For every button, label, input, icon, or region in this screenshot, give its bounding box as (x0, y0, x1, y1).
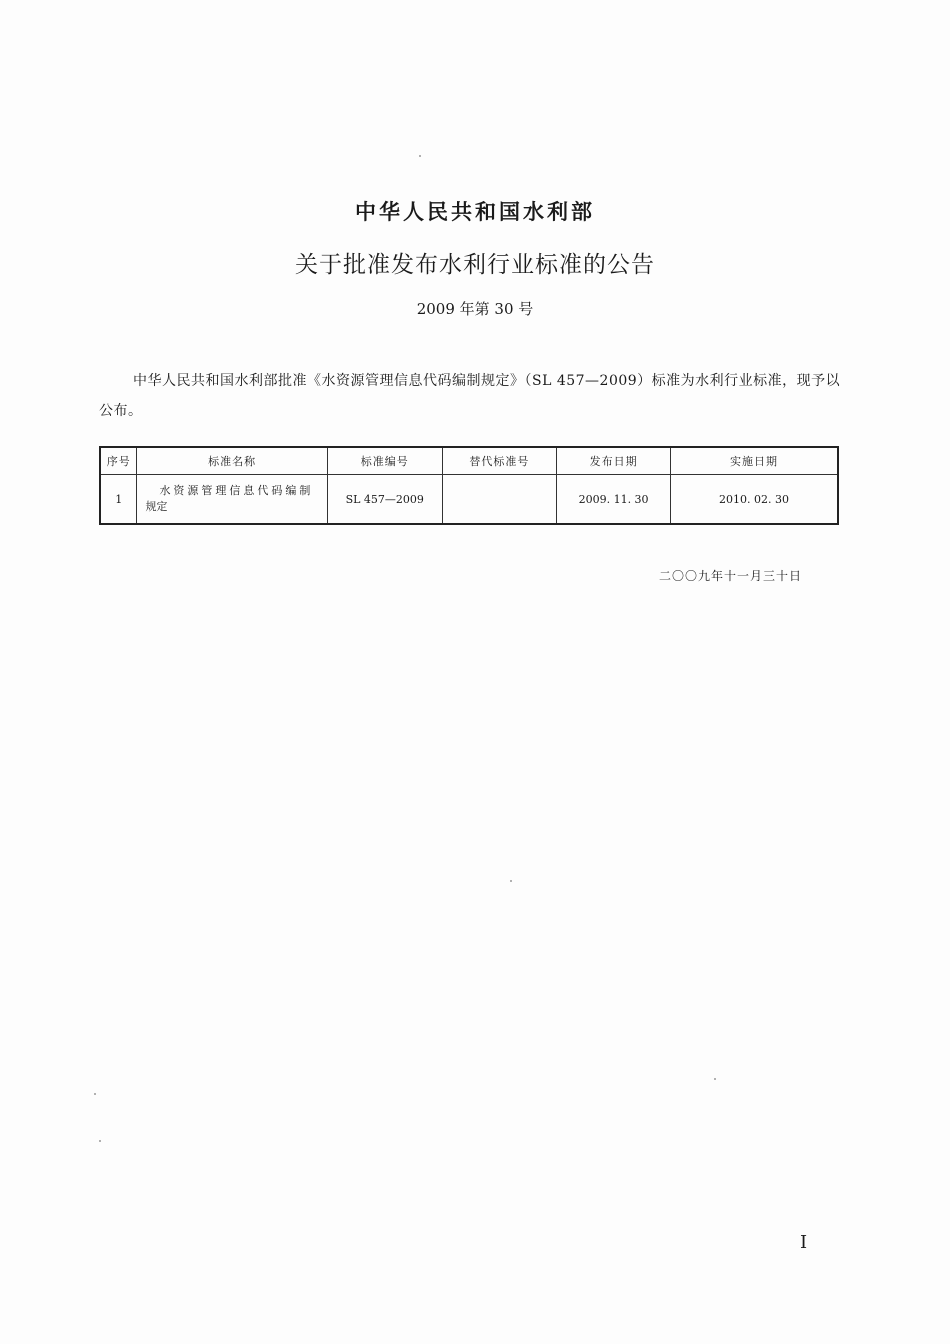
header-issue-date: 发布日期 (557, 447, 671, 475)
header-replaces: 替代标准号 (442, 447, 557, 475)
scan-speck (99, 1140, 101, 1142)
cell-seq: 1 (100, 475, 137, 525)
issuer-heading: 中华人民共和国水利部 (355, 199, 595, 224)
signature-date: 二〇〇九年十一月三十日 (658, 569, 802, 583)
header-name: 标准名称 (137, 447, 327, 475)
announcement-number: 2009 年第 30 号 (416, 300, 534, 318)
page-number: I (800, 1232, 808, 1253)
cell-name (137, 475, 327, 525)
table-header-row (100, 447, 838, 475)
standards-table (99, 446, 839, 525)
cell-code: SL 457—2009 (327, 475, 442, 525)
header-seq: 序号 (100, 447, 137, 475)
cell-name-line2: 规定 (145, 500, 168, 513)
scan-speck (510, 880, 512, 882)
announcement-body: 中华人民共和国水利部批准《水资源管理信息代码编制规定》（SL 457—2009）标准为水利行业标准，现予以公布。 (99, 373, 841, 419)
cell-issue-date: 2009. 11. 30 (557, 475, 671, 525)
cell-replaces (442, 475, 557, 525)
table-row (100, 475, 838, 525)
cell-name-line1: 水资源管理信息代码编制 (159, 484, 314, 497)
scan-speck (419, 155, 421, 157)
scan-speck (714, 1078, 716, 1080)
announcement-title: 关于批准发布水利行业标准的公告 (295, 252, 655, 278)
scan-speck (94, 1093, 96, 1095)
header-code: 标准编号 (327, 447, 442, 475)
cell-effective-date: 2010. 02. 30 (670, 475, 838, 525)
header-effective-date: 实施日期 (670, 447, 838, 475)
